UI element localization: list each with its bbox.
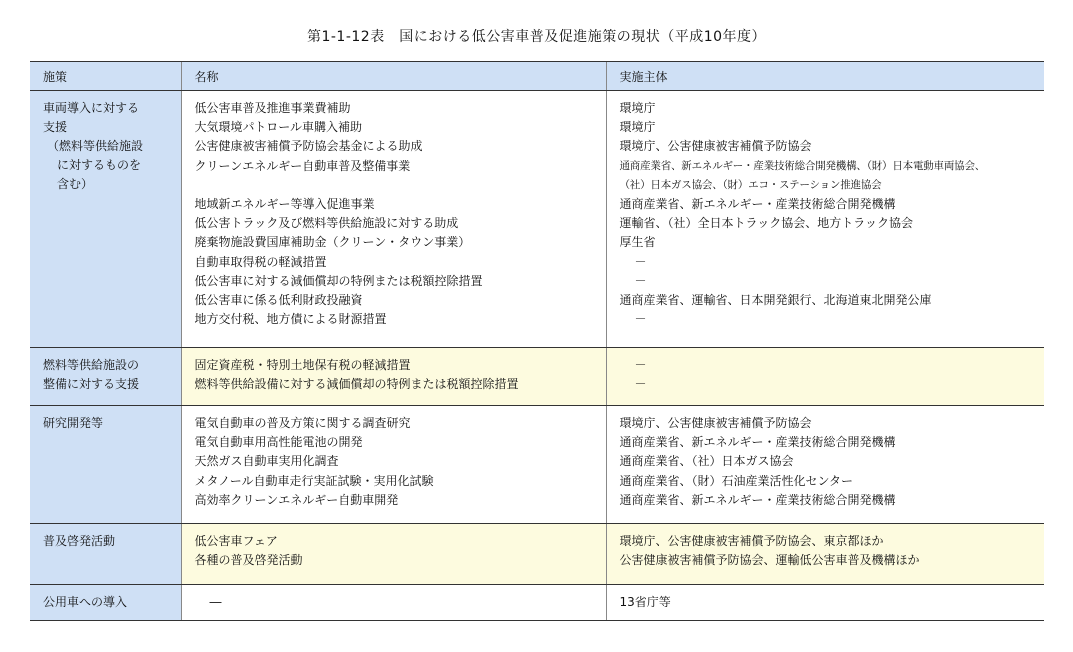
body-item: 通商産業省、新エネルギー・産業技術総合開発機構 xyxy=(619,492,896,507)
body-item: （社）日本ガス協会、（財）エコ・ステーション推進協会 xyxy=(619,178,882,191)
name-item: 低公害車に係る低利財政投融資 xyxy=(194,292,363,307)
bodies-cell xyxy=(606,91,1044,348)
name-item: 地域新エネルギー等導入促進事業 xyxy=(194,196,375,211)
names-cell xyxy=(181,585,606,621)
category-cell xyxy=(30,91,181,348)
category-line: 普及啓発活動 xyxy=(43,534,116,548)
table-row xyxy=(30,348,1044,406)
name-item: 地方交付税、地方債による財源措置 xyxy=(194,312,387,327)
name-item: クリーンエネルギー自動車普及整備事業 xyxy=(194,158,411,173)
body-item: 13省庁等 xyxy=(619,595,671,609)
category-line: に対するものを xyxy=(57,158,142,172)
category-line: 研究開発等 xyxy=(43,416,104,430)
name-item: 電気自動車の普及方策に関する調査研究 xyxy=(194,416,411,430)
name-item: 公害健康被害補償予防協会基金による助成 xyxy=(194,139,423,154)
header-body: 実施主体 xyxy=(606,62,1044,91)
body-item: 通商産業省、（社）日本ガス協会 xyxy=(619,454,794,469)
name-item xyxy=(195,176,606,195)
header-name: 名称 xyxy=(181,62,606,91)
name-item: 大気環境パトロール車購入補助 xyxy=(194,120,363,135)
body-item: － xyxy=(634,377,647,392)
name-item: 低公害トラック及び燃料等供給施設に対する助成 xyxy=(194,216,459,231)
category-line: （燃料等供給施設 xyxy=(47,139,144,153)
bodies-cell xyxy=(606,348,1044,406)
category-line: 車両導入に対する xyxy=(43,101,140,115)
body-item: 環境庁、公害健康被害補償予防協会 xyxy=(619,139,812,154)
names-cell xyxy=(181,524,606,585)
category-line: 公用車への導入 xyxy=(43,595,128,609)
name-item: 燃料等供給設備に対する減価償却の特例または税額控除措置 xyxy=(194,377,519,392)
bodies-cell xyxy=(606,524,1044,585)
bodies-cell xyxy=(606,406,1044,524)
body-item: 通商産業省、新エネルギー・産業技術総合開発機構 xyxy=(619,196,896,211)
body-item: － xyxy=(634,254,647,269)
body-item: 通商産業省、新エネルギー・産業技術総合開発機構、（財）日本電動車両協会、 xyxy=(619,159,986,172)
table-row xyxy=(30,406,1044,524)
name-item: 天然ガス自動車実用化調査 xyxy=(194,454,339,469)
category-line: 整備に対する支援 xyxy=(43,377,140,391)
body-item: 通商産業省、（財）石油産業活性化センター xyxy=(619,473,854,488)
names-cell xyxy=(181,91,606,348)
name-item: 低公害車普及推進事業費補助 xyxy=(194,101,351,115)
body-item: 環境庁、公害健康被害補償予防協会、東京都ほか xyxy=(619,534,884,548)
category-cell xyxy=(30,585,181,621)
names-cell xyxy=(181,406,606,524)
body-item: － xyxy=(634,312,647,327)
category-line: 支援 xyxy=(43,120,68,134)
body-item: 環境庁、公害健康被害補償予防協会 xyxy=(619,416,812,430)
name-item: 低公害車フェア xyxy=(194,534,278,548)
body-item: 厚生省 xyxy=(619,235,656,250)
body-item: － xyxy=(634,358,647,372)
body-item: 公害健康被害補償予防協会、運輸低公害車普及機構ほか xyxy=(619,553,920,568)
body-item: 運輸省、（社）全日本トラック協会、地方トラック協会 xyxy=(619,216,914,231)
body-item: 環境庁 xyxy=(619,120,656,135)
name-item: 低公害車に対する減価償却の特例または税額控除措置 xyxy=(194,273,483,288)
name-item: 廃棄物施設費国庫補助金（クリーン・タウン事業） xyxy=(194,235,471,250)
category-line: 燃料等供給施設の xyxy=(43,358,140,372)
name-item: 高効率クリーンエネルギー自動車開発 xyxy=(194,492,399,507)
policy-table xyxy=(30,61,1044,621)
table-row xyxy=(30,524,1044,585)
body-item: 環境庁 xyxy=(619,101,656,115)
name-item: 固定資産税・特別土地保有税の軽減措置 xyxy=(194,358,411,372)
table-row xyxy=(30,91,1044,348)
names-cell xyxy=(181,348,606,406)
body-item: 通商産業省、運輸省、日本開発銀行、北海道東北開発公庫 xyxy=(619,292,932,307)
body-item: － xyxy=(634,273,647,288)
category-cell xyxy=(30,524,181,585)
table-title: 第1-1-12表 国における低公害車普及促進施策の現状（平成10年度） xyxy=(306,29,767,45)
category-cell xyxy=(30,348,181,406)
name-item: 電気自動車用高性能電池の開発 xyxy=(194,435,363,450)
name-item: 自動車取得税の軽減措置 xyxy=(194,254,327,269)
name-item: ― xyxy=(209,595,222,609)
name-item: 各種の普及啓発活動 xyxy=(194,553,303,568)
category-line: 含む） xyxy=(57,177,94,191)
bodies-cell xyxy=(606,585,1044,621)
body-item: 通商産業省、新エネルギー・産業技術総合開発機構 xyxy=(619,435,896,450)
table-row xyxy=(30,585,1044,621)
header-row xyxy=(30,62,1044,91)
name-item: メタノール自動車走行実証試験・実用化試験 xyxy=(194,473,434,488)
category-cell xyxy=(30,406,181,524)
header-measure: 施策 xyxy=(30,62,181,91)
